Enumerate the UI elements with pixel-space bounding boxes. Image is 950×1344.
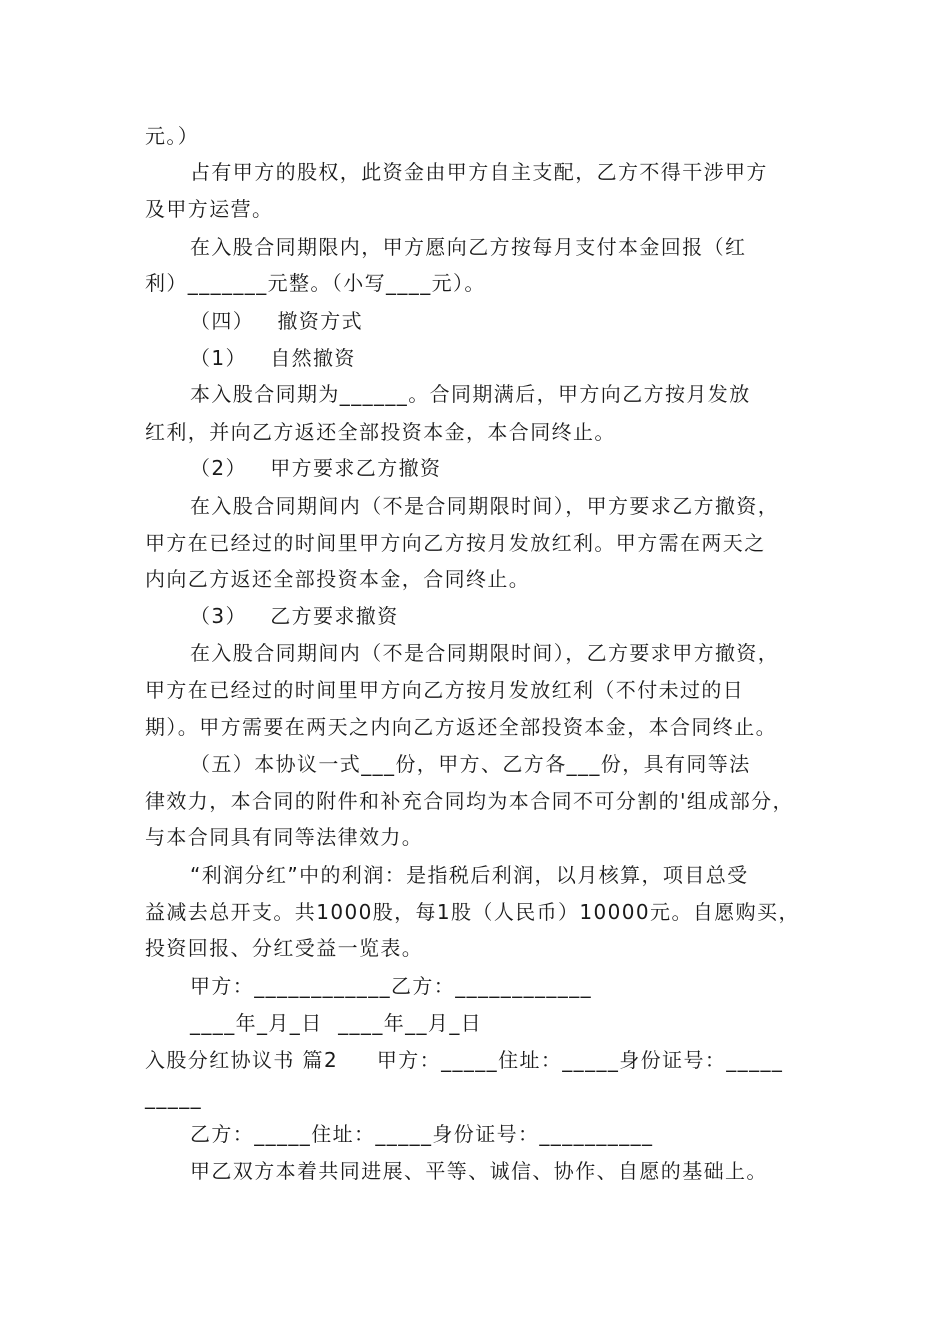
text-line: 元。） [145,124,200,148]
text-line: 甲乙双方本着共同进展、平等、诚信、协作、自愿的基础上。 [190,1159,768,1183]
subsection-heading: （3） 乙方要求撤资 [190,604,399,628]
text-line: 在入股合同期限内，甲方愿向乙方按每月支付本金回报（红 [190,235,747,259]
text-line: 投资回报、分红受益一览表。 [145,936,424,960]
agreement-title-line: 入股分红协议书 篇2 甲方：_____住址：_____身份证号：_____ [145,1048,784,1072]
text-line: 律效力，本合同的附件和补充合同均为本合同不可分割的'组成部分， [145,789,794,813]
text-line: 本入股合同期为______。合同期满后，甲方向乙方按月发放 [190,382,751,406]
section-heading: （五）本协议一式___份，甲方、乙方各___份，具有同等法 [190,752,751,776]
text-line: 及甲方运营。 [145,197,274,221]
text-line: 甲方在已经过的时间里甲方向乙方按月发放红利（不付未过的日 [145,678,745,702]
signature-line: 甲方：____________乙方：____________ [190,974,592,998]
text-line: 红利，并向乙方返还全部投资本金，本合同终止。 [145,420,616,444]
text-line: _____ [145,1085,202,1109]
text-line: 期）。甲方需要在两天之内向乙方返还全部投资本金，本合同终止。 [145,715,777,739]
text-line: 与本合同具有同等法律效力。 [145,825,424,849]
text-line: 益减去总开支。共1000股，每1股（人民币）10000元。自愿购买， [145,900,800,924]
subsection-heading: （2） 甲方要求乙方撤资 [190,456,442,480]
text-line: 内向乙方返还全部投资本金，合同终止。 [145,567,531,591]
text-line: 甲方在已经过的时间里甲方向乙方按月发放红利。甲方需在两天之 [145,531,766,555]
text-line: 在入股合同期间内（不是合同期限时间），乙方要求甲方撤资， [190,641,780,665]
text-line: 占有甲方的股权，此资金由甲方自主支配，乙方不得干涉甲方 [190,160,768,184]
text-line: “利润分红”中的利润：是指税后利润，以月核算，项目总受 [190,863,749,887]
text-line: 利）_______元整。（小写____元）。 [145,271,486,295]
party-b-line: 乙方：_____住址：_____身份证号：__________ [190,1122,654,1146]
text-line: 在入股合同期间内（不是合同期限时间），甲方要求乙方撤资， [190,494,780,518]
date-line: ____年_月_日 ____年__月_日 [190,1011,483,1035]
section-heading: （四） 撤资方式 [190,309,364,333]
subsection-heading: （1） 自然撤资 [190,346,356,370]
